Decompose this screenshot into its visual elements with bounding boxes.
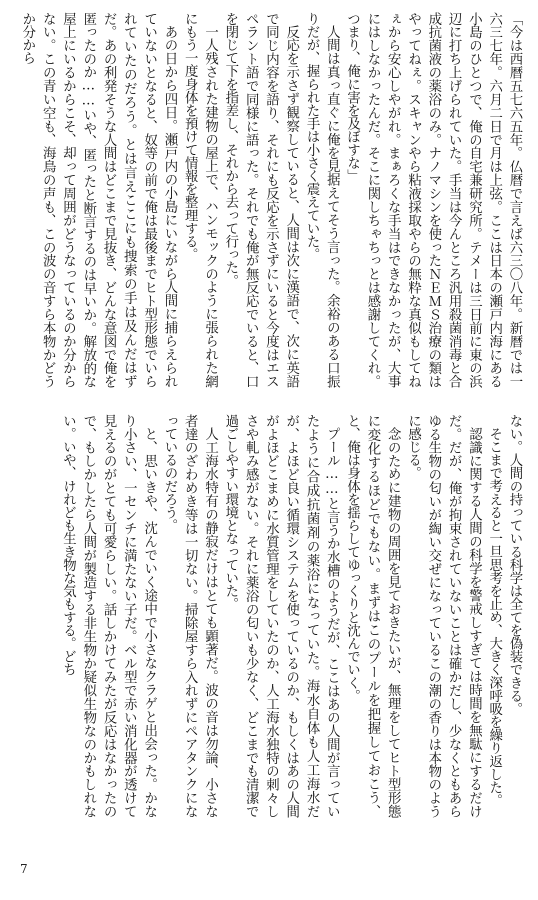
body-paragraph: そこまで考えると一旦思考を止め、大きく深呼吸を繰り返した。 bbox=[486, 427, 502, 808]
dialogue-paragraph: 「今は西暦五七六五年。仏暦で言えば六三〇八年。新暦では一六三七年。六月二日で月は上弦。ここは日本の瀬戸内海にある小島のひとつで、俺の自宅兼研究所。テメーは三日前に東の浜辺に打ち上げられていた。手当は今んところ汎用殺菌消毒と合成抗菌液の薬浴のみ。ナノマシンを使ったＮＥＭＳ治療の類はやってねぇ。スキャンやら粘液採取やらの無粋な真似もしてねぇから安心しやがれ。まぁろくな手当はできなかったが、大事にはしなかったんだ。そこに関しちゃちっとは感謝してくれ。つまり、俺に害を及ぼすな」 bbox=[344, 12, 522, 388]
top-text-block bbox=[16, 12, 524, 388]
page-number: 7 bbox=[20, 862, 28, 876]
body-paragraph: 一人残された建物の屋上で、ハンモックのように張られた網にもう一度身体を預けて情報を整理する。 bbox=[182, 12, 218, 388]
body-paragraph: 人間は真っ直ぐに俺を見据えてそう言った。余裕のある口振りだが、握られた手は小さく震えていた。 bbox=[304, 12, 340, 388]
bottom-text-block bbox=[16, 414, 524, 818]
body-paragraph: 人工海水特有の静寂だけはとても顕著だ。波の音は勿論、小さな者達のざわめき等は一切ない。掃除屋すら入れずにペアタンクになっているのだろう。 bbox=[161, 414, 218, 818]
body-paragraph: 念のために建物の周囲を見ておきたいが、無理をしてヒト型形態に変化するほどでもない。まずはこのプールを把握しておこう、と、俺は身体を揺らしてゆっくりと沈んでいく。 bbox=[344, 414, 401, 818]
body-paragraph: プール……と言うか水槽のようだが、ここはあの人間が言っていたように合成抗菌剤の薬浴になっていた。海水自体も人工海水だが、よほど良い循環システムを使っているのか、もしくはあの人間がよほどこまめに水質管理をしていたのか、人工海水独特の刺々しさや軋み感がない。それに薬浴の匂いも少なく、どこまでも清潔で過ごしやすい環境となっていた。 bbox=[222, 414, 340, 818]
body-paragraph: 反応を示さず観察していると、人間は次に漢語で、次に英語で同じ内容を語り、それにも反応を示さずにいると今度はエスペラント語で同様に語った。それでも俺が無反応でいると、口を閉じて下を指差し、それから去って行った。 bbox=[222, 12, 299, 388]
continued-paragraph: ない。人間の持っている科学は全てを偽装できる。 bbox=[507, 414, 522, 716]
body-paragraph: あの日から四日。瀬戸内の小島にいながら人間に捕らえられていないとなると、奴等の前で俺は最後までヒト型形態でいられていたのだろう。とは言えここにも捜索の手は及んだはずだ。あの利発そうな人間はどこまで見抜き、どんな意図で俺を匿ったのか……いや、匿ったと断言するのは早いか。解放的な屋上にいるからこそ、却って周囲がどうなっているのか分からない。この青い空も、海鳥の声も、この波の音すら本物かどうか分から bbox=[19, 12, 177, 388]
body-paragraph: と、思いきや、沈んでいく途中で小さなクラゲと出会った。かなり小さい、一センチに満たない子だ。ベル型で赤い消化器が透けて見えるのがとても可愛らしい。話しかけてみたが反応はなかったので、もしかしたら人間が製造する非生物か疑似生物なのかもしれない。いや、けれども生き物な気もする。どち bbox=[60, 414, 157, 818]
body-paragraph: 認識に関する人間の科学を警戒しすぎては時間を無駄にするだけだ。だが、俺が拘束されていないことは確かだし、少なくともあらゆる生物の匂いが綯い交ぜになっているこの潮の香りは本物のように感じる。 bbox=[405, 414, 482, 818]
